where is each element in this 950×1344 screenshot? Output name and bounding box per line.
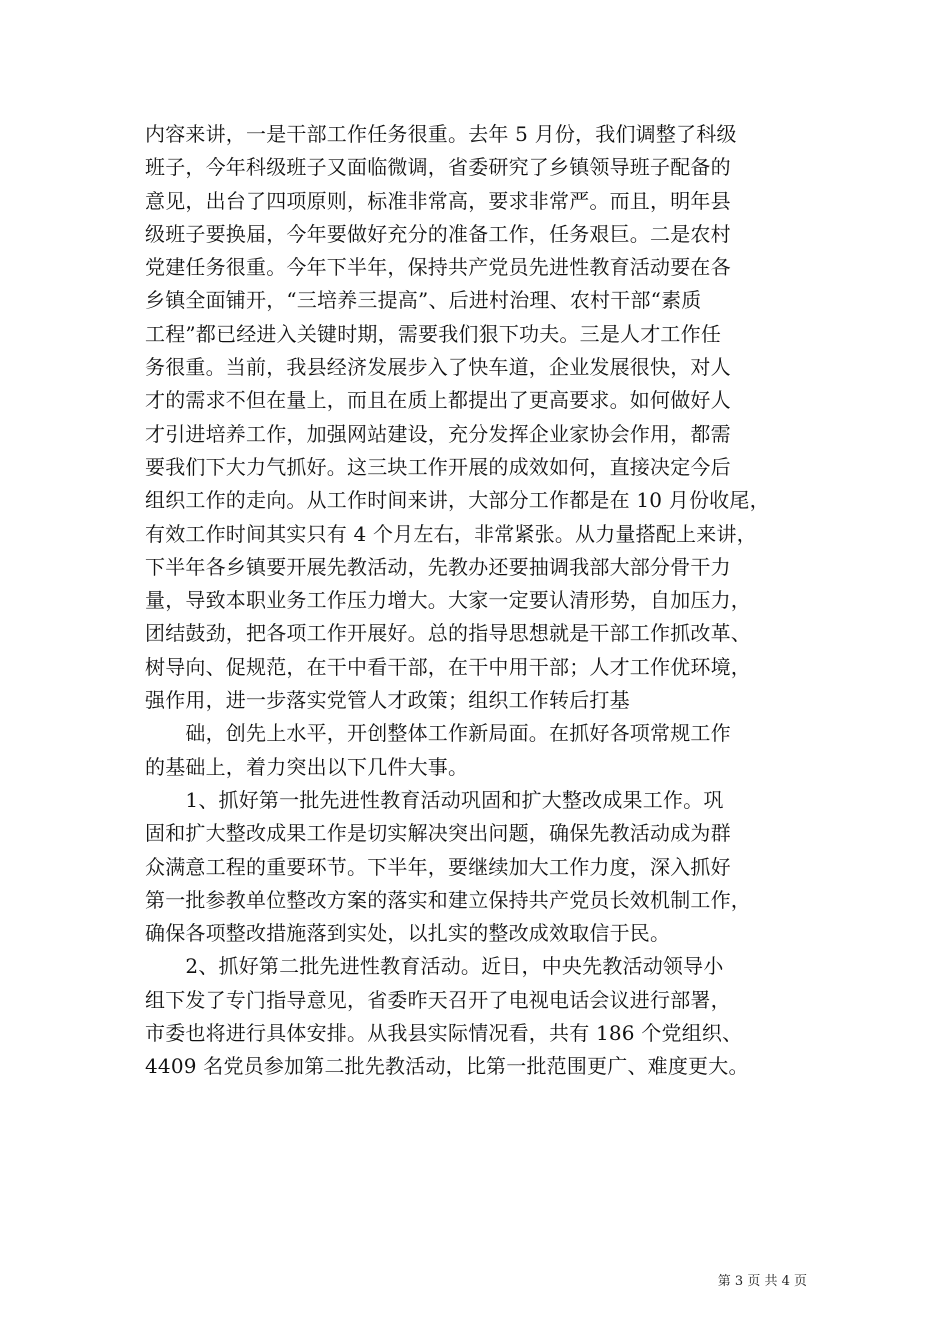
text-line: 组织工作的走向。从工作时间来讲，大部分工作都是在 10 月份收尾，: [145, 488, 770, 513]
text-line: 务很重。当前，我县经济发展步入了快车道，企业发展很快，对人: [145, 355, 731, 380]
text-line: 内容来讲，一是干部工作任务很重。去年 5 月份，我们调整了科级: [145, 122, 737, 146]
text-line: 要我们下大力气抓好。这三块工作开展的成效如何，直接决定今后: [145, 454, 731, 479]
text-line: 级班子要换届，今年要做好充分的准备工作，任务艰巨。二是农村: [145, 221, 731, 246]
text-line: 才的需求不但在量上，而且在质上都提出了更高要求。如何做好人: [145, 388, 731, 413]
body-text: [145, 118, 820, 1084]
text-line: 党建任务很重。今年下半年，保持共产党员先进性教育活动要在各: [145, 255, 731, 280]
text-line: 市委也将进行具体安排。从我县实际情况看，共有 186 个党组织、: [145, 1021, 743, 1046]
text-line: 的基础上，着力突出以下几件大事。: [145, 754, 469, 779]
text-line: 2、抓好第二批先进性教育活动。近日，中央先教活动领导小: [145, 954, 724, 979]
text-line: 有效工作时间其实只有 4 个月左右，非常紧张。从力量搭配上来讲，: [145, 521, 757, 546]
text-line: 班子，今年科级班子又面临微调，省委研究了乡镇领导班子配备的: [145, 155, 731, 180]
page-number: 第 3 页 共 4 页: [717, 1274, 807, 1289]
text-line: 工程”都已经进入关键时期，需要我们狠下功夫。三是人才工作任: [145, 321, 722, 346]
text-line: 础，创先上水平，开创整体工作新局面。在抓好各项常规工作: [145, 721, 731, 746]
text-line: 量，导致本职业务工作压力增大。大家一定要认清形势，自加压力，: [145, 588, 751, 613]
text-line: 下半年各乡镇要开展先教活动，先教办还要抽调我部大部分骨干力: [145, 554, 731, 579]
text-line: 1、抓好第一批先进性教育活动巩固和扩大整改成果工作。巩: [145, 787, 724, 812]
text-line: 组下发了专门指导意见，省委昨天召开了电视电话会议进行部署，: [145, 987, 731, 1012]
text-line: 固和扩大整改成果工作是切实解决突出问题，确保先教活动成为群: [145, 821, 731, 846]
text-line: 确保各项整改措施落到实处，以扎实的整改成效取信于民。: [145, 921, 671, 946]
text-line: 第一批参教单位整改方案的落实和建立保持共产党员长效机制工作，: [145, 887, 751, 912]
text-line: 树导向、促规范，在干中看干部，在干中用干部；人才工作优环境，: [145, 654, 751, 679]
text-line: 乡镇全面铺开，“三培养三提高”、后进村治理、农村干部“素质: [145, 288, 702, 313]
text-line: 意见，出台了四项原则，标准非常高，要求非常严。而且，明年县: [145, 188, 731, 213]
text-line: 众满意工程的重要环节。下半年，要继续加大工作力度，深入抓好: [145, 854, 731, 879]
text-line: 团结鼓劲，把各项工作开展好。总的指导思想就是干部工作抓改革、: [145, 621, 751, 646]
text-line: 4409 名党员参加第二批先教活动，比第一批范围更广、难度更大。: [145, 1054, 749, 1079]
text-line: 强作用，进一步落实党管人才政策；组织工作转后打基: [145, 688, 630, 713]
text-line: 才引进培养工作，加强网站建设，充分发挥企业家协会作用，都需: [145, 421, 731, 446]
